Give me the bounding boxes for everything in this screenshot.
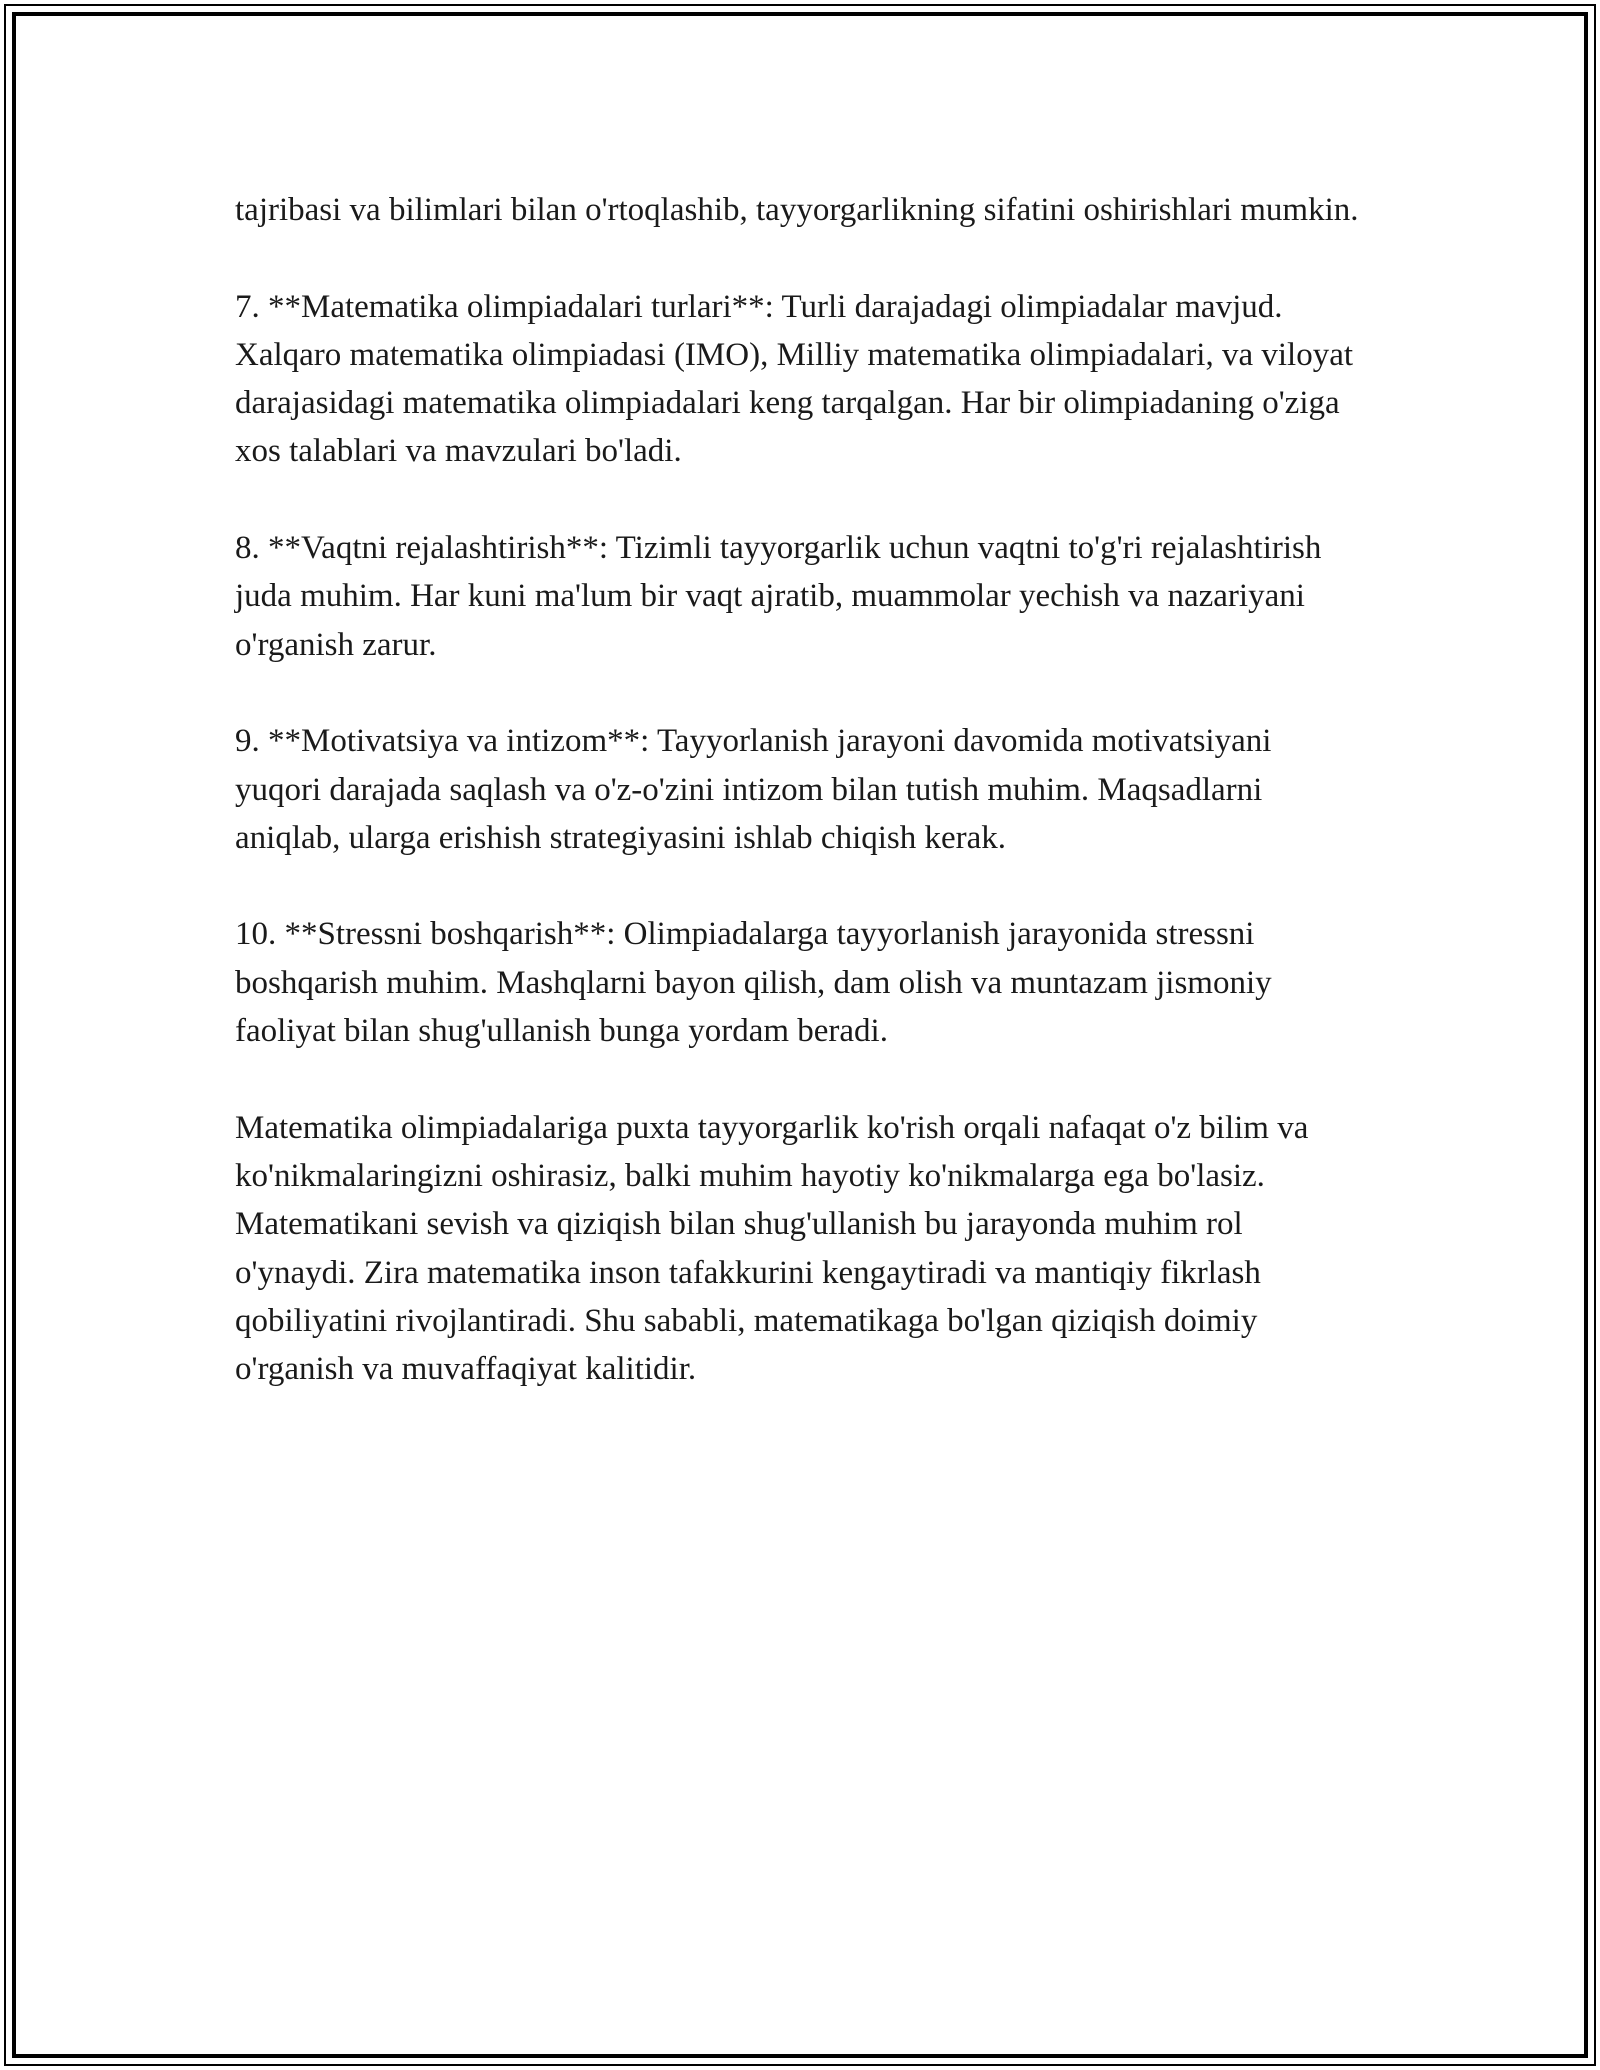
paragraph-item-9: 9. **Motivatsiya va intizom**: Tayyorlanish jarayoni davomida motivatsiyani yuqori darajada saqlash va o'z-o'zini intizom bilan tutish muhim. Maqsadlarni aniqlab, ularga erishish strategiyasini ishlab chiqish kerak. [235, 723, 1272, 856]
paragraph-conclusion: Matematika olimpiadalariga puxta tayyorgarlik ko'rish orqali nafaqat o'z bilim va ko'nikmalaringizni oshirasiz, balki muhim hayotiy ko'nikmalarga ega bo'lasiz. Matematikani sevish va qiziqish bilan shug'ullanish bu jarayonda muhim rol o'ynaydi. Zira matematika inson tafakkurini kengaytiradi va mantiqiy fikrlash qobiliyatini rivojlantiradi. Shu sababli, matematikaga bo'lgan qiziqish doimiy o'rganish va muvaffaqiyat kalitidir. [235, 1109, 1309, 1388]
paragraph-item-7: 7. **Matematika olimpiadalari turlari**: Turli darajadagi olimpiadalar mavjud. Xalqaro matematika olimpiadasi (IMO), Milliy matematika olimpiadalari, va viloyat darajasidagi matematika olimpiadalari keng tarqalgan. Har bir olimpiadaning o'ziga xos talablari va mavzulari bo'ladi. [235, 288, 1354, 470]
document-body [235, 186, 1365, 1442]
paragraph-item-10: 10. **Stressni boshqarish**: Olimpiadalarga tayyorlanish jarayonida stressni boshqarish muhim. Mashqlarni bayon qilish, dam olish va muntazam jismoniy faoliyat bilan shug'ullanish bunga yordam beradi. [235, 916, 1272, 1050]
paragraph-continuation: tajribasi va bilimlari bilan o'rtoqlashib, tayyorgarlikning sifatini oshirishlari mumkin. [235, 192, 1359, 228]
paragraph-item-8: 8. **Vaqtni rejalashtirish**: Tizimli tayyorgarlik uchun vaqtni to'g'ri rejalashtirish juda muhim. Har kuni ma'lum bir vaqt ajratib, muammolar yechish va nazariyani o'rganish zarur. [235, 530, 1322, 663]
